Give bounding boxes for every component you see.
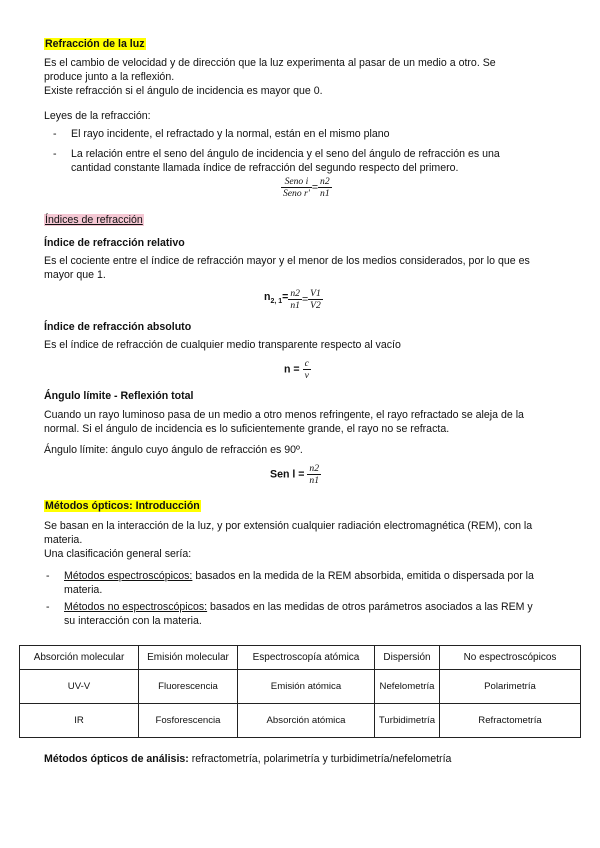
table-header-cell: Dispersión xyxy=(375,646,440,670)
paragraph-line: produce junto a la reflexión. xyxy=(44,71,175,83)
table-cell: Emisión atómica xyxy=(238,670,375,704)
table-header-cell: Absorción molecular xyxy=(20,646,139,670)
table-cell: Fosforescencia xyxy=(139,704,238,738)
table-header-row xyxy=(20,646,581,670)
paragraph-line: Ángulo límite: ángulo cuyo ángulo de refracción es 90º. xyxy=(44,444,303,456)
paragraph-line: mayor que 1. xyxy=(44,269,106,281)
table-cell: UV-V xyxy=(20,670,139,704)
table-header-cell: No espectroscópicos xyxy=(440,646,581,670)
table-cell: IR xyxy=(20,704,139,738)
section-heading-metodos: Métodos ópticos: Introducción xyxy=(45,500,200,512)
absolute-index-formula: n = $\frac{c}{v}$ xyxy=(284,358,309,381)
subheading-limite: Ángulo límite - Reflexión total xyxy=(44,390,194,402)
table-cell: Fluorescencia xyxy=(139,670,238,704)
paragraph-line: Es el cociente entre el índice de refracción mayor y el menor de los medios considerados, por lo que es xyxy=(44,255,530,267)
method-item: Métodos espectroscópicos: basados en la medida de la REM absorbida, emitida o dispersada por la xyxy=(64,570,534,582)
table-cell: Polarimetría xyxy=(440,670,581,704)
section-heading-indices: Índices de refracción xyxy=(45,214,143,226)
paragraph-line: normal. Si el ángulo de incidencia es lo suficientemente grande, el rayo no se refracta. xyxy=(44,423,450,435)
table-cell: Absorción atómica xyxy=(238,704,375,738)
paragraph-line: Es el índice de refracción de cualquier medio transparente respecto al vacío xyxy=(44,339,401,351)
law-item: La relación entre el seno del ángulo de incidencia y el seno del ángulo de refracción es una xyxy=(71,148,500,160)
law-item-cont: cantidad constante llamada índice de refracción del segundo respecto del primero. xyxy=(71,162,459,174)
table-cell: Refractometría xyxy=(440,704,581,738)
table-row xyxy=(20,704,581,738)
table-cell: Turbidimetría xyxy=(375,704,440,738)
limit-angle-formula: Sen l = $\frac{n2}{n1}$ xyxy=(270,463,319,486)
law-item: El rayo incidente, el refractado y la normal, están en el mismo plano xyxy=(71,128,390,140)
analysis-methods-line: Métodos ópticos de análisis: refractometría, polarimetría y turbidimetría/nefelometría xyxy=(44,753,452,765)
classification-table xyxy=(19,645,581,738)
subheading-absoluto: Índice de refracción absoluto xyxy=(44,321,192,333)
paragraph-line: Cuando un rayo luminoso pasa de un medio a otro menos refringente, el rayo refractado se aleja de la xyxy=(44,409,524,421)
list-dash: - xyxy=(46,601,50,613)
list-dash: - xyxy=(53,148,57,160)
paragraph-line: Es el cambio de velocidad y de dirección que la luz experimenta al pasar de un medio a otro. Se xyxy=(44,57,496,69)
paragraph-line: Una clasificación general sería: xyxy=(44,548,192,560)
list-dash: - xyxy=(46,570,50,582)
paragraph-line: Existe refracción si el ángulo de incidencia es mayor que 0. xyxy=(44,85,323,97)
table-header-cell: Emisión molecular xyxy=(139,646,238,670)
laws-title: Leyes de la refracción: xyxy=(44,110,151,122)
table-header-cell: Espectroscopía atómica xyxy=(238,646,375,670)
method-item-cont: su interacción con la materia. xyxy=(64,615,202,627)
paragraph-line: materia. xyxy=(44,534,83,546)
snell-formula: $\frac{\text{Seno i}}{\text{Seno r'}}$ = $\frac{n2}{n1}$ xyxy=(283,176,330,199)
paragraph-line: Se basan en la interacción de la luz, y por extensión cualquier radiación electromagnética (REM), con la xyxy=(44,520,533,532)
relative-index-formula: $n_{2, 1}=$ $\frac{n2}{n1}$ = $\frac{V1}{V2}$ xyxy=(264,288,321,311)
table-row xyxy=(20,670,581,704)
list-dash: - xyxy=(53,128,57,140)
method-item: Métodos no espectroscópicos: basados en las medidas de otros parámetros asociados a las REM y xyxy=(64,601,533,613)
table-cell: Nefelometría xyxy=(375,670,440,704)
method-item-cont: materia. xyxy=(64,584,103,596)
subheading-relativo: Índice de refracción relativo xyxy=(44,237,185,249)
section-heading-refraccion: Refracción de la luz xyxy=(45,38,145,50)
